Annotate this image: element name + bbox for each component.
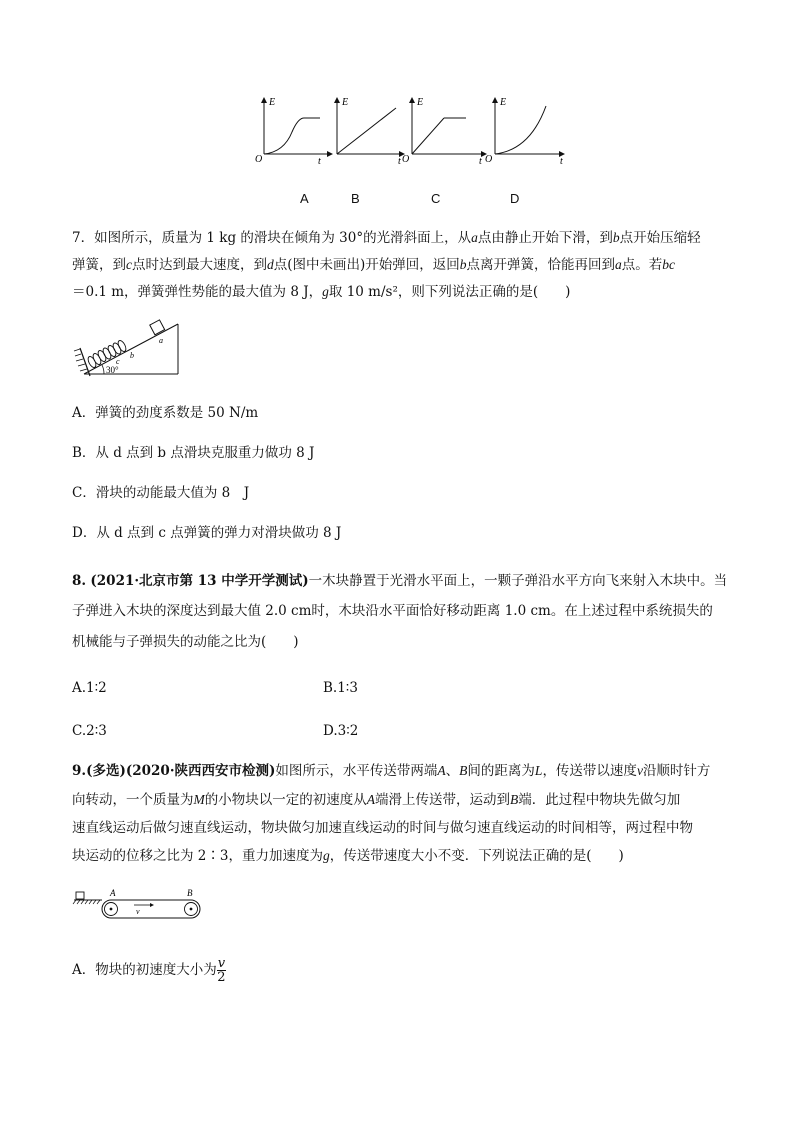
label-a: a bbox=[159, 336, 163, 345]
end-b-label: B bbox=[187, 888, 193, 898]
graph-label-a: A bbox=[300, 191, 309, 206]
q8-option-b[interactable]: B.1∶3 bbox=[323, 680, 358, 696]
q8-line-3: 机械能与子弹损失的动能之比为( ) bbox=[72, 634, 299, 650]
graph-label-c: C bbox=[431, 191, 441, 206]
var-v: v bbox=[636, 763, 643, 778]
q9-line-1 bbox=[72, 762, 710, 780]
q8-number: 8. bbox=[72, 573, 87, 589]
q7-text: ＝0.1 m，弹簧弹性势能的最大值为 8 J， bbox=[72, 284, 323, 300]
graph-d-axis-t: t bbox=[560, 156, 563, 167]
var-B: B bbox=[510, 792, 519, 807]
graph-c-axis-e: E bbox=[417, 97, 424, 108]
angle-label: 30° bbox=[106, 365, 119, 375]
conveyor-svg bbox=[70, 884, 210, 924]
graphs-svg bbox=[250, 92, 580, 172]
var-g: g bbox=[322, 284, 329, 299]
var-bc: bc bbox=[662, 257, 676, 272]
q9-line-4 bbox=[72, 847, 624, 865]
var-M: M bbox=[193, 792, 205, 807]
var-a: a bbox=[471, 230, 478, 245]
q8-text: 一木块静置于光滑水平面上，一颗子弹沿水平方向飞来射入木块中。当 bbox=[308, 573, 728, 589]
energy-time-graphs bbox=[250, 92, 580, 172]
var-L: L bbox=[534, 763, 543, 778]
graph-c-origin: O bbox=[402, 154, 410, 165]
fraction-v-over-2 bbox=[217, 957, 226, 984]
graph-b-axis-t: t bbox=[398, 156, 401, 167]
q9-source: (多选)(2020·陕西西安市检测) bbox=[86, 763, 276, 779]
graph-c-axis-t: t bbox=[479, 156, 482, 167]
q7-line-1 bbox=[72, 229, 701, 247]
q8-option-d[interactable]: D.3∶2 bbox=[323, 723, 359, 739]
graph-c bbox=[402, 97, 486, 167]
q7-line-2 bbox=[72, 256, 675, 274]
q9-text: 、 bbox=[445, 763, 460, 779]
fraction-denominator: 2 bbox=[217, 970, 226, 985]
graph-a bbox=[255, 97, 332, 167]
q8-option-c[interactable]: C.2∶3 bbox=[72, 723, 107, 739]
q7-text: 弹簧，到 bbox=[72, 257, 126, 273]
q7-option-a[interactable]: A．弹簧的劲度系数是 50 N/m bbox=[72, 405, 259, 421]
graph-a-origin: O bbox=[255, 154, 263, 165]
var-b: b bbox=[612, 230, 620, 245]
q7-text: 7．如图所示，质量为 1 kg 的滑块在倾角为 30°的光滑斜面上，从 bbox=[72, 230, 472, 246]
q9-line-3: 速直线运动后做匀速直线运动，物块做匀加速直线运动的时间与做匀速直线运动的时间相等，两过程中物 bbox=[72, 820, 693, 836]
incline-spring-figure bbox=[70, 318, 185, 380]
q7-line-3 bbox=[72, 283, 570, 301]
q9-text: 向转动，一个质量为 bbox=[72, 792, 194, 808]
q9-text: 块运动的位移之比为 2∶3，重力加速度为 bbox=[72, 848, 323, 864]
var-A: A bbox=[437, 763, 446, 778]
label-b: b bbox=[130, 351, 134, 360]
label-c: c bbox=[116, 357, 120, 366]
graph-d-origin: O bbox=[485, 154, 493, 165]
incline-svg bbox=[70, 318, 185, 380]
q9-text: ，传送带以速度 bbox=[542, 763, 637, 779]
q8-source: (2021·北京市第 13 中学开学测试) bbox=[90, 573, 309, 589]
graph-d bbox=[485, 97, 564, 167]
q7-text: 点时达到最大速度，到 bbox=[132, 257, 267, 273]
q7-text: 点。若 bbox=[621, 257, 663, 273]
q8-line-1 bbox=[72, 572, 727, 590]
velocity-label: v bbox=[136, 907, 140, 916]
fraction-numerator: v bbox=[217, 956, 226, 971]
q9-option-a[interactable] bbox=[72, 955, 226, 985]
q7-text: 点(图中未画出)开始弹回，返回 bbox=[273, 257, 460, 273]
q9-line-2 bbox=[72, 791, 680, 809]
q8-line-2: 子弹进入木块的深度达到最大值 2.0 cm时，木块沿水平面恰好移动距离 1.0 cm。在上述过程中系统损失的 bbox=[72, 603, 713, 619]
q9-text: 间的距离为 bbox=[467, 763, 535, 779]
graph-d-axis-e: E bbox=[500, 97, 507, 108]
graph-label-d: D bbox=[510, 191, 520, 206]
graph-b bbox=[337, 97, 404, 167]
q9-text: 沿顺时针方 bbox=[642, 763, 711, 779]
var-B: B bbox=[459, 763, 468, 778]
q9-text: 的小物块以一定的初速度从 bbox=[204, 792, 367, 808]
q7-text: 点开始压缩轻 bbox=[619, 230, 701, 246]
var-g: g bbox=[322, 848, 330, 863]
q7-text: 点离开弹簧，恰能再回到 bbox=[466, 257, 616, 273]
q9-text: 如图所示，水平传送带两端 bbox=[275, 763, 438, 779]
var-b: b bbox=[459, 257, 467, 272]
q7-option-d[interactable]: D．从 d 点到 c 点弹簧的弹力对滑块做功 8 J bbox=[72, 525, 342, 541]
conveyor-belt-figure bbox=[70, 884, 210, 924]
q9-text: 端．此过程中物块先做匀加 bbox=[518, 792, 681, 808]
graph-a-axis-e: E bbox=[269, 97, 276, 108]
var-a: a bbox=[615, 257, 622, 272]
q7-option-c[interactable]: C．滑块的动能最大值为 8 J bbox=[72, 485, 250, 501]
graph-a-axis-t: t bbox=[318, 156, 321, 167]
var-A: A bbox=[366, 792, 375, 807]
q9-text: ，传送带速度大小不变．下列说法正确的是( ) bbox=[329, 848, 624, 864]
q7-text: 取 10 m/s²，则下列说法正确的是( ) bbox=[328, 284, 571, 300]
var-c: c bbox=[126, 257, 132, 272]
q9-number: 9. bbox=[72, 763, 87, 779]
graph-b-axis-e: E bbox=[342, 97, 349, 108]
q7-text: 点由静止开始下滑，到 bbox=[477, 230, 613, 246]
end-a-label: A bbox=[110, 888, 116, 898]
q8-option-a[interactable]: A.1∶2 bbox=[72, 680, 107, 696]
graph-label-b: B bbox=[351, 191, 360, 206]
q7-option-b[interactable]: B．从 d 点到 b 点滑块克服重力做功 8 J bbox=[72, 445, 315, 461]
q9-text: 端滑上传送带，运动到 bbox=[375, 792, 510, 808]
var-d: d bbox=[267, 257, 274, 272]
q9-option-a-text: A．物块的初速度大小为 bbox=[72, 962, 217, 978]
